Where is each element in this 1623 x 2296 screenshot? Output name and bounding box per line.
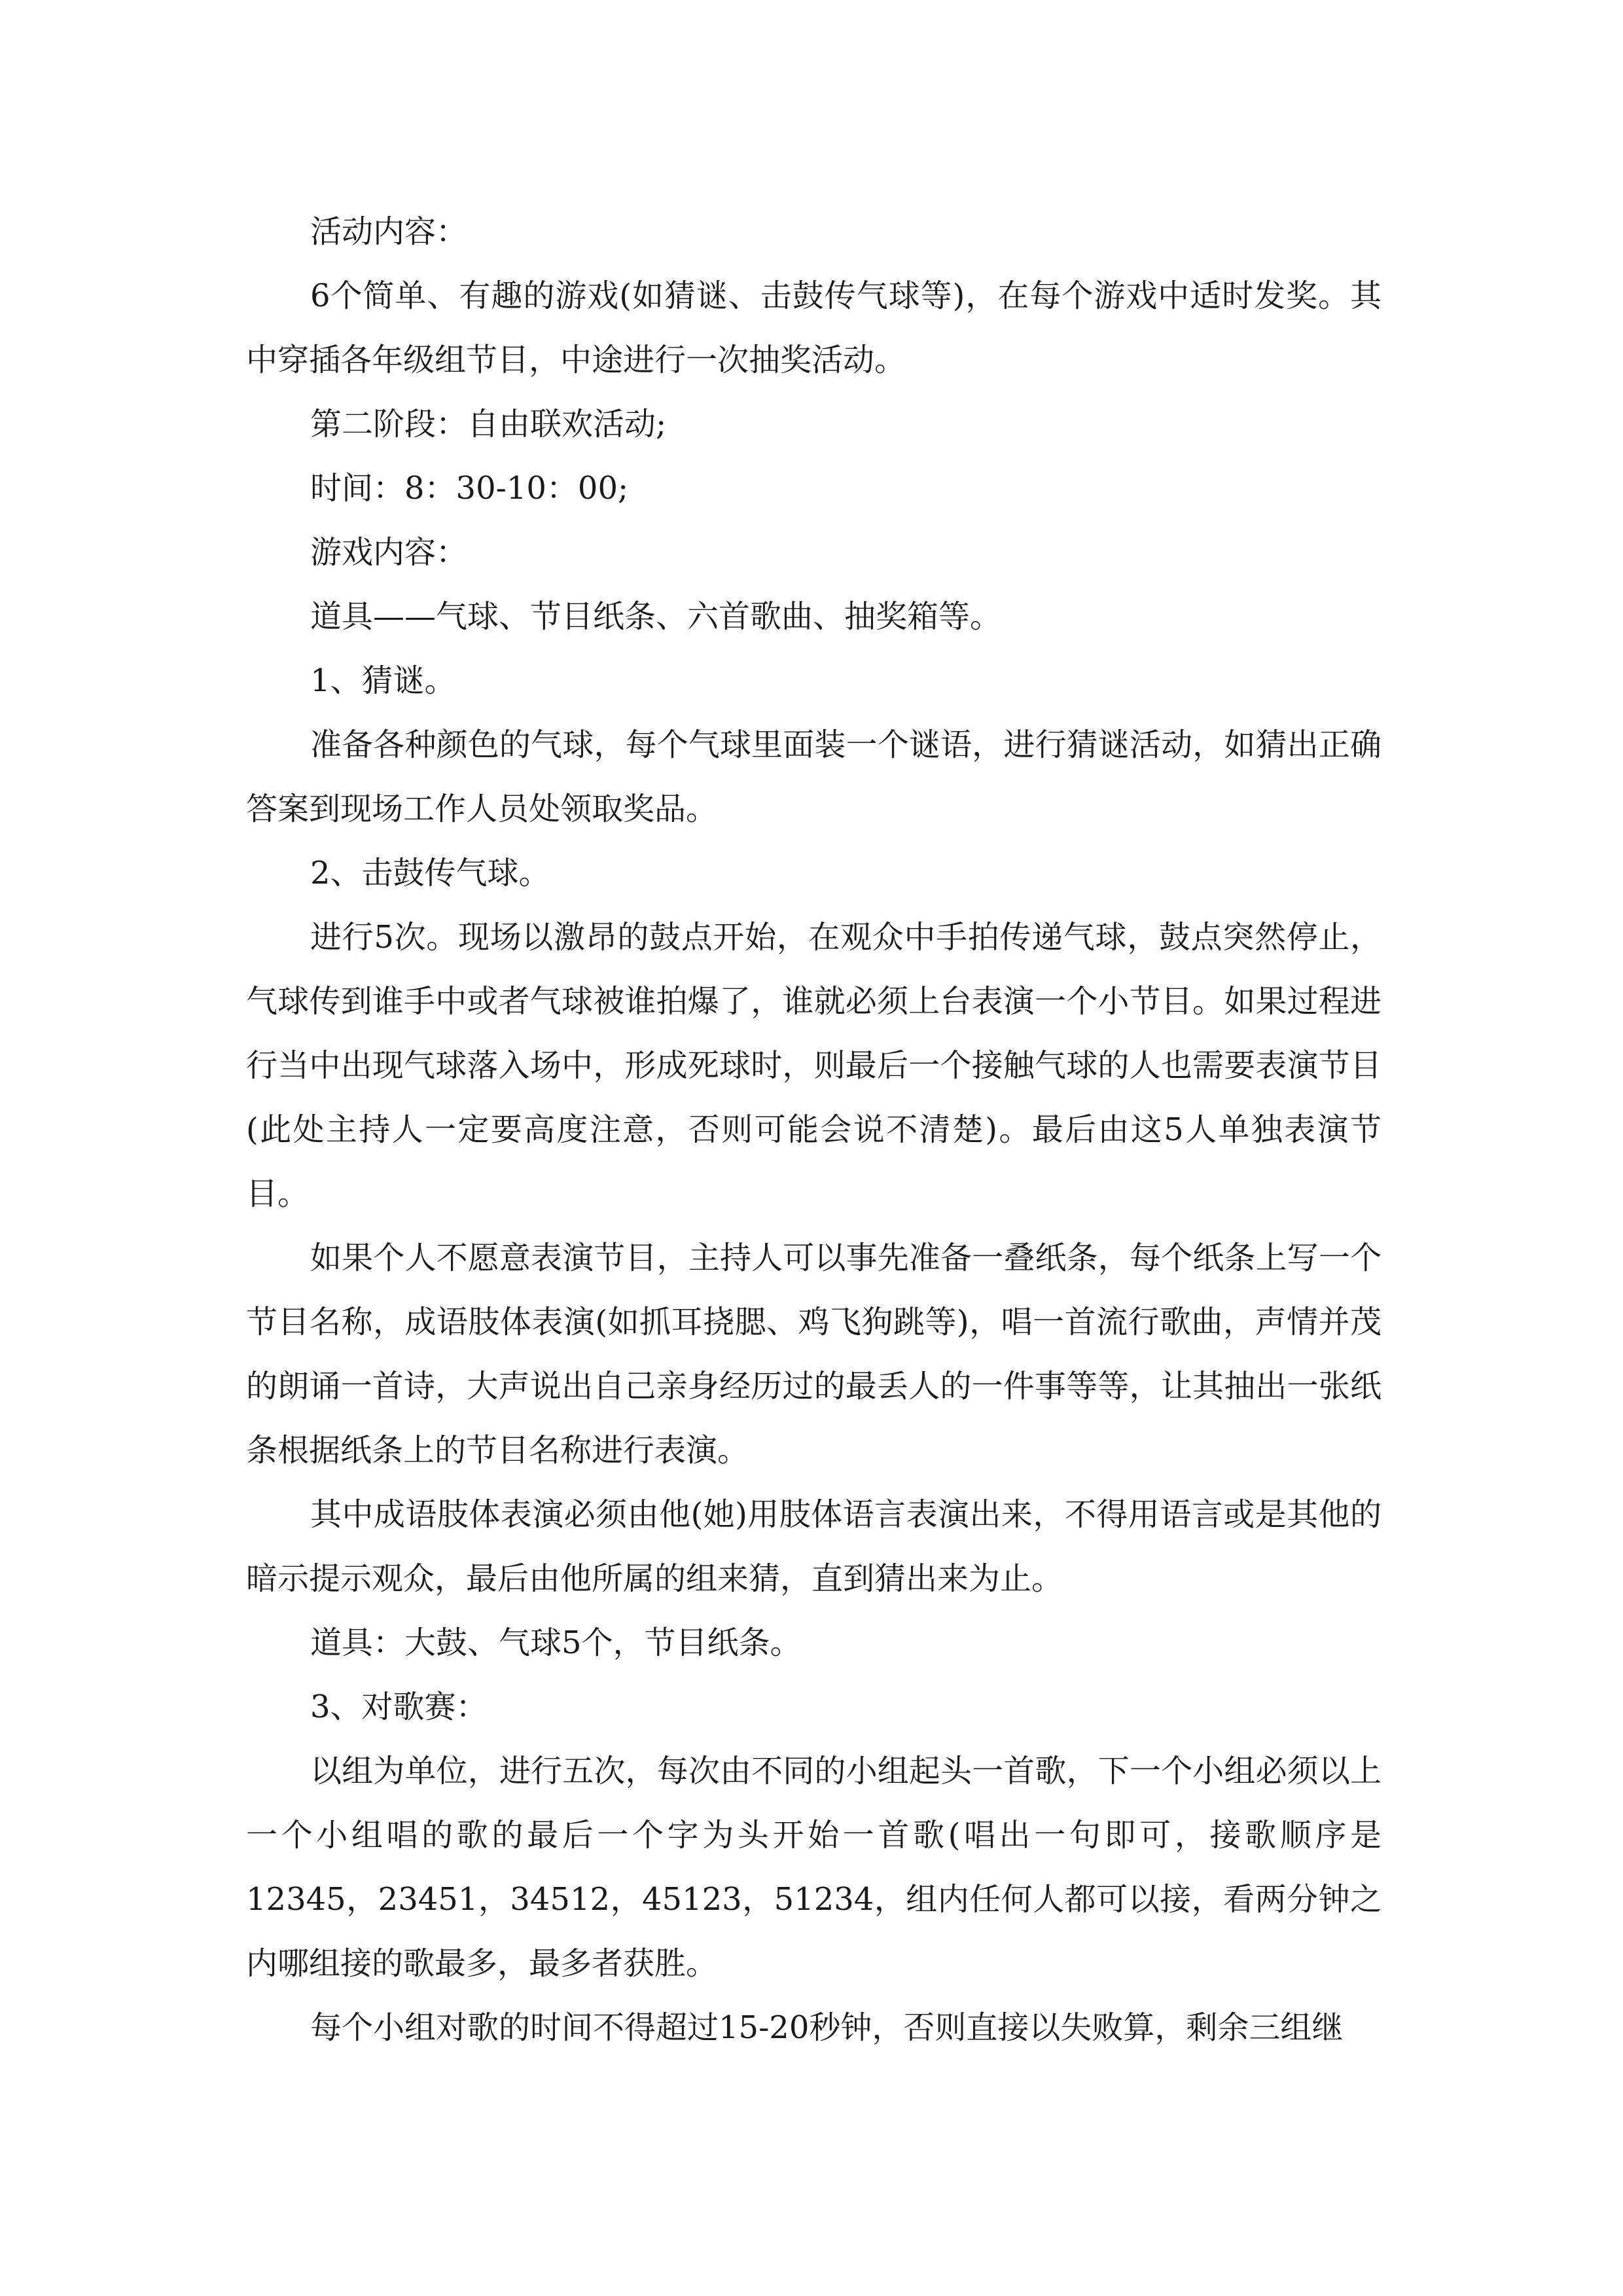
- paragraph-props: 道具——气球、节目纸条、六首歌曲、抽奖箱等。: [310, 598, 1002, 635]
- paragraph-stage-two: 第二阶段：自由联欢活动;: [310, 406, 667, 442]
- document-body: [246, 200, 1382, 2060]
- paragraph-song-contest-body: 以组为单位，进行五次，每次由不同的小组起头一首歌，下一个小组必须以上一个小组唱的歌的最后一个字为头开始一首歌(唱出一句即可，接歌顺序是12345，23451，34512，45123，51234，组内任何人都可以接，看两分钟之内哪组接的歌最多，最多者获胜。: [246, 1753, 1382, 1982]
- paragraph-game-content-heading: 游戏内容：: [310, 534, 468, 571]
- paragraph-six-games: 6个简单、有趣的游戏(如猜谜、击鼓传气球等)，在每个游戏中适时发奖。其中穿插各年级组节目，中途进行一次抽奖活动。: [246, 278, 1382, 378]
- paragraph-drum-heading: 2、击鼓传气球。: [310, 855, 550, 891]
- paragraph-time: 时间：8：30-10：00;: [310, 470, 629, 507]
- paragraph-idiom-acting: 其中成语肢体表演必须由他(她)用肢体语言表演出来，不得用语言或是其他的暗示提示观众，最后由他所属的组来猜，直到猜出来为止。: [246, 1496, 1382, 1597]
- paragraph-activity-content-heading: 活动内容：: [310, 213, 468, 250]
- paragraph-drum-props: 道具：大鼓、气球5个，节目纸条。: [310, 1624, 802, 1661]
- paragraph-riddle-heading: 1、猜谜。: [310, 662, 456, 699]
- paragraph-song-contest-heading: 3、对歌赛：: [310, 1689, 488, 1725]
- paragraph-riddle-body: 准备各种颜色的气球，每个气球里面装一个谜语，进行猜谜活动，如猜出正确答案到现场工作人员处领取奖品。: [246, 726, 1382, 827]
- paragraph-note-slips: 如果个人不愿意表演节目，主持人可以事先准备一叠纸条，每个纸条上写一个节目名称，成语肢体表演(如抓耳挠腮、鸡飞狗跳等)，唱一首流行歌曲，声情并茂的朗诵一首诗，大声说出自己亲身经历过的最丢人的一件事等等，让其抽出一张纸条根据纸条上的节目名称进行表演。: [246, 1240, 1382, 1469]
- paragraph-song-time-limit: 每个小组对歌的时间不得超过15-20秒钟，否则直接以失败算，剩余三组继: [310, 2009, 1344, 2046]
- paragraph-drum-body: 进行5次。现场以激昂的鼓点开始，在观众中手拍传递气球，鼓点突然停止，气球传到谁手中或者气球被谁拍爆了，谁就必须上台表演一个小节目。如果过程进行当中出现气球落入场中，形成死球时，则最后一个接触气球的人也需要表演节目(此处主持人一定要高度注意，否则可能会说不清楚)。最后由这5人单独表演节目。: [246, 919, 1382, 1212]
